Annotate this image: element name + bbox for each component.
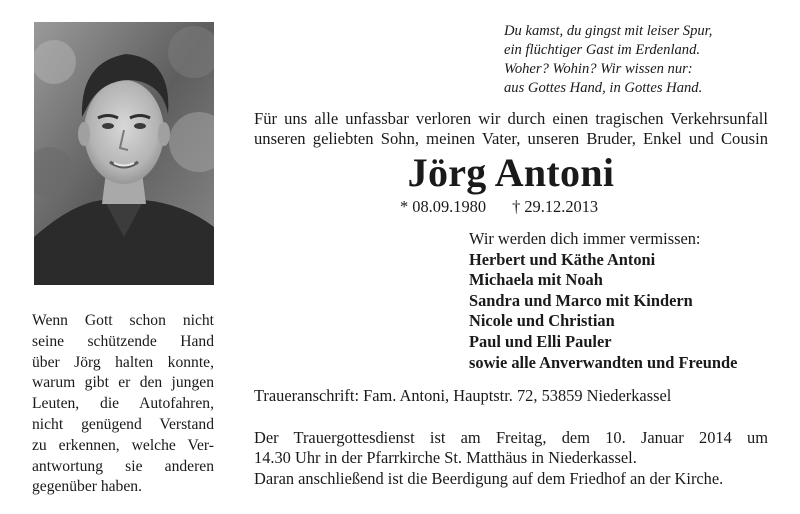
mourning-address: Traueranschrift: Fam. Antoni, Hauptstr. 72, 53859 Niederkassel — [254, 386, 672, 405]
poem — [504, 22, 764, 98]
verse-line: seine schützende Hand — [32, 332, 214, 350]
left-verse — [32, 311, 214, 498]
family-lead: Wir werden dich immer vermissen: — [469, 229, 701, 248]
service-line: Daran anschließend ist die Beerdigung auf dem Friedhof an der Kirche. — [254, 468, 724, 488]
verse-line: zu erkennen, welche Ver- — [32, 436, 214, 454]
death-date: † 29.12.2013 — [512, 197, 599, 216]
intro-text — [254, 109, 768, 149]
deceased-name: Jörg Antoni — [407, 150, 615, 195]
poem-line: Du kamst, du gingst mit leiser Spur, — [504, 23, 713, 39]
family-member: Michaela mit Noah — [469, 270, 603, 290]
verse-line: über Jörg halten konnte, — [32, 353, 214, 371]
family-member: Sandra und Marco mit Kindern — [469, 290, 693, 310]
verse-line: antwortung sie anderen — [32, 457, 214, 475]
service-line: Der Trauergottesdienst ist am Freitag, dem 10. Januar 2014 um — [254, 428, 768, 447]
poem-line: aus Gottes Hand, in Gottes Hand. — [504, 80, 703, 96]
family-list — [469, 229, 769, 373]
funeral-service-info — [254, 428, 768, 489]
family-member: Herbert und Käthe Antoni — [469, 249, 656, 269]
verse-line: Leuten, die Autofahren, — [32, 395, 214, 413]
family-member: sowie alle Anverwandten und Freunde — [469, 352, 738, 372]
family-member: Nicole und Christian — [469, 311, 615, 331]
birth-date: * 08.09.1980 — [400, 197, 487, 216]
service-line: 14.30 Uhr in der Pfarrkirche St. Matthäus in Niederkassel. — [254, 448, 637, 468]
intro-line: Für uns alle unfassbar verloren wir durch einen tragischen Verkehrsunfall — [254, 109, 768, 128]
family-member: Paul und Elli Pauler — [469, 331, 612, 351]
poem-line: ein flüchtiger Gast im Erdenland. — [504, 42, 701, 58]
verse-line: nicht genügend Verstand — [32, 415, 214, 433]
verse-line: gegenüber haben. — [32, 478, 142, 496]
intro-line: unseren geliebten Sohn, meinen Vater, unseren Bruder, Enkel und Cousin — [254, 129, 768, 148]
verse-line: Wenn Gott schon nicht — [32, 312, 214, 329]
life-dates — [400, 197, 598, 217]
portrait-photo — [34, 22, 214, 285]
verse-line: warum gibt er den jungen — [32, 374, 214, 392]
poem-line: Woher? Wohin? Wir wissen nur: — [504, 61, 693, 77]
